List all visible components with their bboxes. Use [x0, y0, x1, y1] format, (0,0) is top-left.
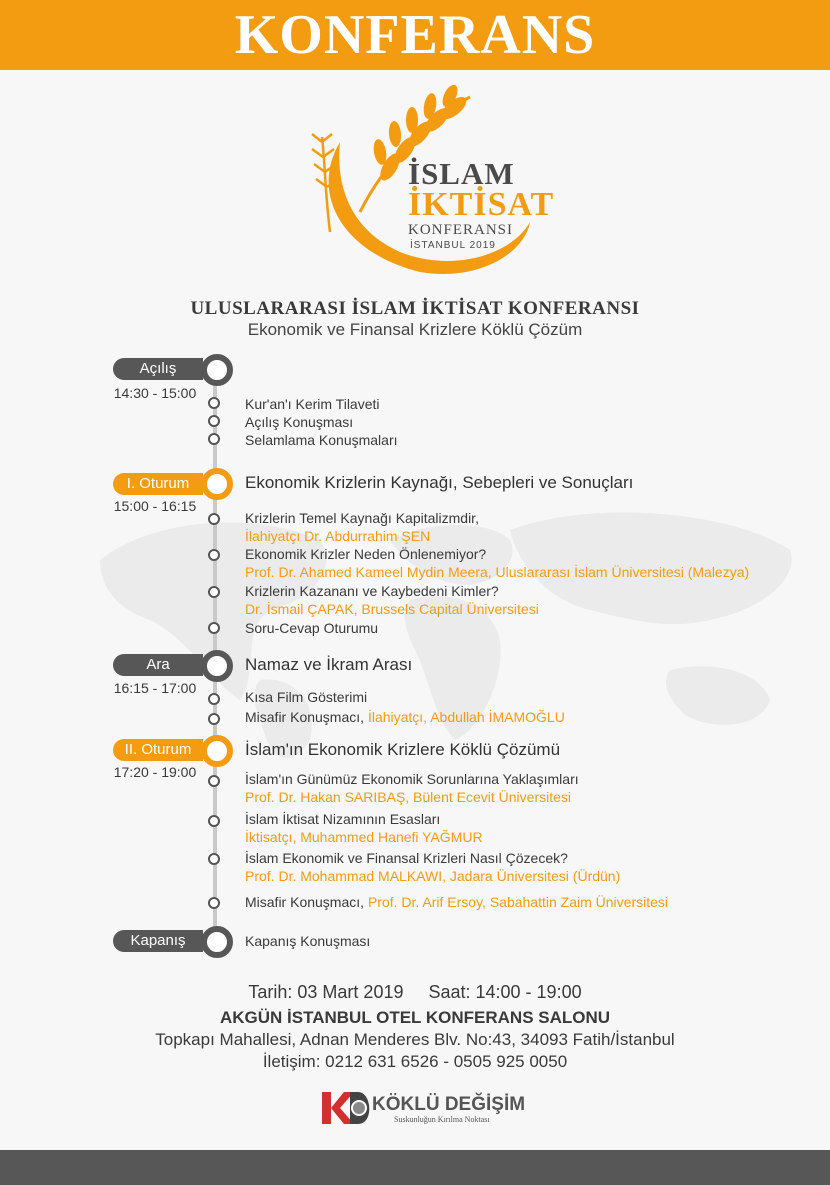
event-date-time: Tarih: 03 Mart 2019 Saat: 14:00 - 19:00 — [248, 982, 582, 1002]
oturum2-talk-2-speaker: İktisatçı, Muhammed Hanefi YAĞMUR — [245, 829, 483, 845]
brand-slogan: Suskunluğun Kırılma Noktası — [394, 1115, 490, 1124]
acilis-item-3: Selamlama Konuşmaları — [245, 432, 398, 448]
oturum1-talk-2-title: Ekonomik Krizler Neden Önlenemiyor? — [245, 546, 487, 562]
footer-bar — [0, 1150, 830, 1185]
session-label-acilis: Açılış — [113, 358, 203, 380]
logo-line-iktisat: İKTİSAT — [408, 186, 555, 223]
ara-guest-speaker: İlahiyatçı, Abdullah İMAMOĞLU — [367, 709, 565, 725]
oturum1-talk-1-speaker: İlahiyatçı Dr. Abdurrahim ŞEN — [245, 528, 431, 544]
oturum1-qa: Soru-Cevap Oturumu — [245, 620, 379, 636]
ara-guest-prefix: Misafir Konuşmacı, — [245, 709, 368, 725]
oturum2-talk-3-speaker: Prof. Dr. Mohammad MALKAWI, Jadara Üniversitesi (Ürdün) — [245, 868, 621, 884]
session-time-oturum2: 17:20 - 19:00 — [113, 764, 197, 780]
logo-line-konferansi: KONFERANSI — [408, 222, 514, 238]
session-label-kapanis: Kapanış — [113, 930, 203, 952]
timeline-node — [208, 433, 220, 445]
timeline-node — [208, 622, 220, 634]
ara-heading: Namaz ve İkram Arası — [245, 655, 413, 674]
oturum1-talk-2-speaker: Prof. Dr. Ahamed Kameel Mydin Meera, Uluslararası İslam Üniversitesi (Malezya) — [245, 564, 750, 580]
timeline-major-node — [201, 468, 233, 500]
oturum2-talk-1-title: İslam'ın Günümüz Ekonomik Sorunlarına Yaklaşımları — [245, 771, 579, 787]
oturum1-talk-1-title: Krizlerin Temel Kaynağı Kapitalizmdir, — [245, 510, 479, 526]
timeline-major-node — [201, 735, 233, 767]
oturum1-talk-3-speaker: Dr. İsmail ÇAPAK, Brussels Capital Üniversitesi — [245, 601, 539, 617]
timeline-node — [208, 775, 220, 787]
logo-line-istanbul: İSTANBUL 2019 — [410, 240, 496, 251]
header-banner — [0, 0, 830, 70]
event-contact: İletişim: 0212 631 6526 - 0505 925 0050 — [262, 1052, 568, 1071]
event-address: Topkapı Mahallesi, Adnan Menderes Blv. No:43, 34093 Fatih/İstanbul — [155, 1030, 675, 1049]
oturum2-talk-2-title: İslam İktisat Nizamının Esasları — [245, 811, 441, 827]
event-venue: AKGÜN İSTANBUL OTEL KONFERANS SALONU — [219, 1008, 611, 1027]
session-time-ara: 16:15 - 17:00 — [113, 680, 197, 696]
conference-subtitle: Ekonomik ve Finansal Krizlere Köklü Çözüm — [247, 320, 583, 339]
timeline-node — [208, 549, 220, 561]
timeline-node — [208, 853, 220, 865]
oturum2-guest — [245, 894, 668, 910]
timeline-node — [208, 897, 220, 909]
timeline-node — [208, 415, 220, 427]
ara-film: Kısa Film Gösterimi — [245, 689, 368, 705]
logo-text — [408, 156, 555, 252]
world-map-background — [90, 500, 810, 770]
oturum2-talk-1-speaker: Prof. Dr. Hakan SARIBAŞ, Bülent Ecevit Üniversitesi — [245, 789, 572, 805]
timeline-node — [208, 513, 220, 525]
session-label-ara: Ara — [113, 654, 203, 676]
timeline-node — [208, 693, 220, 705]
session-time-oturum1: 15:00 - 16:15 — [113, 498, 197, 514]
timeline-node — [208, 815, 220, 827]
ara-guest — [245, 709, 565, 725]
conference-title: ULUSLARARASI İSLAM İKTİSAT KONFERANSI — [190, 298, 640, 319]
banner-title: KONFERANS — [234, 4, 596, 66]
session-label-oturum2: II. Oturum — [113, 739, 203, 761]
acilis-item-1: Kur'an'ı Kerim Tilaveti — [245, 396, 380, 412]
logo-line-islam: İSLAM — [408, 156, 515, 191]
timeline-node — [208, 397, 220, 409]
timeline-major-node — [201, 650, 233, 682]
brand-name: KÖKLÜ DEĞİŞİM — [372, 1094, 526, 1115]
acilis-item-2: Açılış Konuşması — [245, 414, 354, 430]
oturum2-guest-speaker: Prof. Dr. Arif Ersoy, Sabahattin Zaim Üniversitesi — [367, 894, 669, 910]
timeline-major-node — [201, 354, 233, 386]
oturum2-guest-prefix: Misafir Konuşmacı, — [245, 894, 368, 910]
oturum2-talk-3-title: İslam Ekonomik ve Finansal Krizleri Nasıl Çözecek? — [245, 850, 568, 866]
oturum2-heading: İslam'ın Ekonomik Krizlere Köklü Çözümü — [245, 740, 561, 759]
timeline-major-node — [201, 926, 233, 958]
oturum1-heading: Ekonomik Krizlerin Kaynağı, Sebepleri ve Sonuçları — [245, 473, 634, 492]
timeline-node — [208, 713, 220, 725]
timeline-node — [208, 586, 220, 598]
session-label-oturum1: I. Oturum — [113, 473, 203, 495]
oturum1-talk-3-title: Krizlerin Kazananı ve Kaybedeni Kimler? — [245, 583, 499, 599]
session-time-acilis: 14:30 - 15:00 — [113, 385, 197, 401]
kapanis-item: Kapanış Konuşması — [245, 933, 371, 949]
